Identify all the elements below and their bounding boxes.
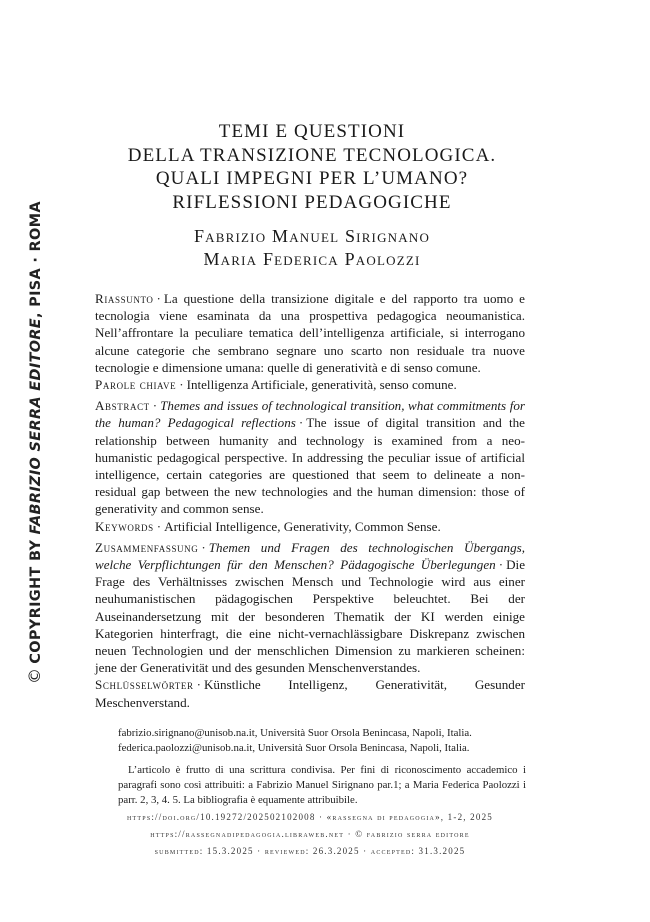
abstract-text-german: Die Frage des Verhältnisses zwischen Mensch und Technologie wird aus einer neuhumanistischen pädagogischen Perspektive beleuchtet. Bei der Auseinandersetzung mit der besonderen Thematik der KI werden einige Kategorien hinterfragt, die eine nicht-vernachlässigbare Diskrepanz zwischen neuen Technologien und der menschlichen Dimension zu markieren scheinen: jene der Generativität und des gesunden Menschenverstandes. bbox=[95, 557, 525, 676]
separator: · bbox=[196, 677, 201, 693]
italian-keywords bbox=[95, 376, 525, 393]
separator: · bbox=[298, 415, 304, 431]
author-list bbox=[100, 225, 524, 271]
affiliation: federica.paolozzi@unisob.na.it, Università Suor Orsola Benincasa, Napoli, Italia. bbox=[118, 742, 470, 755]
separator: · bbox=[498, 557, 504, 573]
abstract-label-english: Abstract bbox=[95, 398, 150, 414]
separator: · bbox=[201, 539, 206, 555]
footnotes bbox=[118, 726, 526, 808]
website-line: https://rassegnadipedagogia.libraweb.net · © fabrizio serra editore bbox=[150, 829, 470, 839]
keywords-label-italian: Parole chiave bbox=[95, 377, 177, 393]
author-name: Maria Federica Paolozzi bbox=[203, 249, 421, 269]
german-abstract bbox=[95, 539, 525, 677]
copyright-text: COPYRIGHT BY bbox=[28, 539, 44, 664]
article-title bbox=[100, 120, 524, 214]
dates-line: submitted: 15.3.2025 · reviewed: 26.3.2025 · accepted: 31.3.2025 bbox=[154, 846, 466, 856]
separator: · bbox=[156, 291, 161, 306]
keywords-label-german: Schlüsselwörter bbox=[95, 677, 194, 693]
abstract-label-german: Zusammenfassung bbox=[95, 539, 199, 555]
title-line: DELLA TRANSIZIONE TECNOLOGICA. bbox=[127, 144, 497, 166]
authorship-note: L’articolo è frutto di una scrittura condivisa. Per fini di riconoscimento accademico i paragrafi sono così attribuiti: a Fabrizio Manuel Sirignano par.1; a Maria Federica Paolozzi i parr. 2, 3, 4. 5. La bibliografia è equamente attribuibile. bbox=[118, 763, 526, 807]
affiliation: fabrizio.sirignano@unisob.na.it, Università Suor Orsola Benincasa, Napoli, Italia. bbox=[118, 727, 472, 739]
italian-abstract bbox=[95, 290, 525, 376]
publication-metadata bbox=[95, 809, 525, 860]
abstract-title-german: Themen und Fragen des technologischen Übergangs, welche Verpflichtungen für den Menschen? Pädagogische Überlegungen bbox=[95, 539, 525, 573]
keywords-english: Artificial Intelligence, Generativity, Common Sense. bbox=[164, 518, 441, 534]
abstract-text-english: The issue of digital transition and the relationship between humanity and technology is examined from a neo-humanistic pedagogical perspective. In addressing the peculiar issue of artificial intelligence, certain categories are questioned that seem to delineate a non-residual gap between the new technologies and the human dimension: those of generativity and common sense. bbox=[95, 415, 525, 517]
english-abstract bbox=[95, 397, 525, 517]
abstract-label-italian: Riassunto bbox=[95, 291, 154, 306]
keywords-italian: Intelligenza Artificiale, generatività, senso comune. bbox=[186, 377, 457, 393]
title-line: TEMI E QUESTIONI bbox=[218, 121, 406, 142]
separator: · bbox=[179, 377, 184, 393]
keywords-german: Künstliche Intelligenz, Generativität, Gesunder Meschenverstand. bbox=[95, 677, 525, 710]
publisher-location: , PISA · ROMA bbox=[28, 201, 44, 318]
separator: · bbox=[156, 518, 162, 534]
title-line: RIFLESSIONI PEDAGOGICHE bbox=[172, 191, 452, 213]
author-name: Fabrizio Manuel Sirignano bbox=[193, 226, 431, 246]
publisher-name: FABRIZIO SERRA EDITORE bbox=[28, 318, 44, 535]
abstracts-section bbox=[95, 290, 525, 711]
title-line: QUALI IMPEGNI PER L’UMANO? bbox=[155, 168, 469, 189]
german-keywords bbox=[95, 676, 525, 710]
separator: · bbox=[152, 398, 158, 414]
english-keywords bbox=[95, 518, 525, 535]
abstract-text-italian: La questione della transizione digitale e del rapporto tra uomo e tecnologia viene esaminata da una prospettiva pedagogica neoumanistica. Nell’affrontare la peculiare tematica dell’intelligenza artificiale, si interrogano alcune categorie che sembrano segnare uno scarto non residuale tra nuove tecnologie e dimensione umana: quelle di generatività e di senso comune. bbox=[95, 291, 525, 375]
keywords-label-english: Keywords bbox=[95, 518, 154, 534]
copyright-symbol: © bbox=[25, 667, 44, 684]
abstract-title-english: Themes and issues of technological transition, what commitments for the human? Pedagogical reflections bbox=[95, 398, 525, 431]
doi-line: https://doi.org/10.19272/202502102008 · «rassegna di pedagogia», 1-2, 2025 bbox=[127, 812, 493, 822]
